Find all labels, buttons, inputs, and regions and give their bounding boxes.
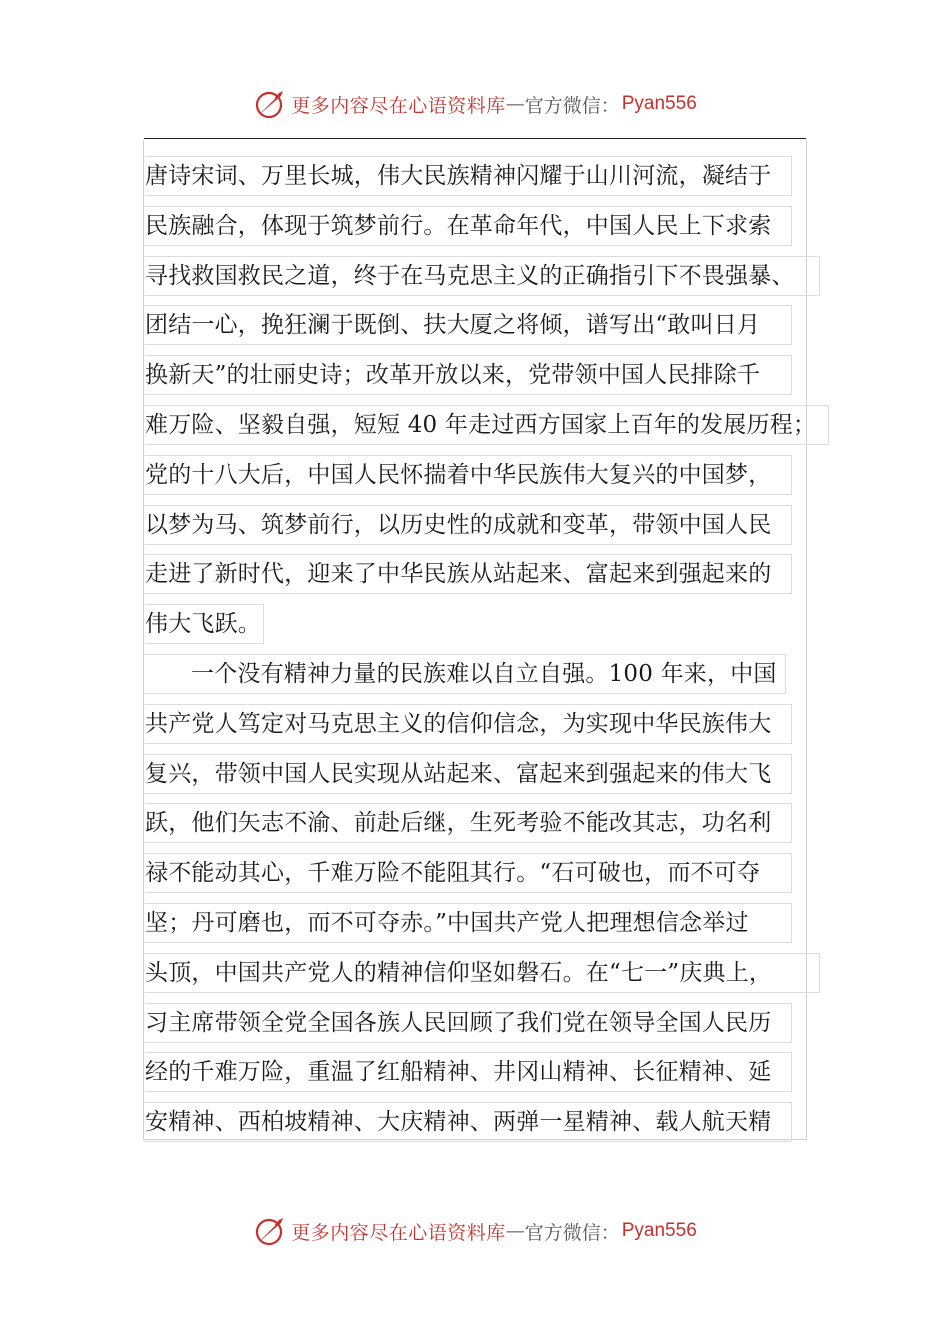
quill-pen-logo-icon <box>253 1214 287 1248</box>
text-line: 寻找救国救民之道，终于在马克思主义的正确指引下不畏强暴、 <box>145 250 835 300</box>
text-line: 换新天”的壮丽史诗；改革开放以来，党带领中国人民排除千 <box>145 349 835 399</box>
text-line: 经的千难万险，重温了红船精神、井冈山精神、长征精神、延 <box>145 1046 835 1096</box>
text-line: 坚；丹可磨也，而不可夺赤。”中国共产党人把理想信念举过 <box>145 897 835 947</box>
header-banner <box>0 84 950 124</box>
banner-brand: 更多内容尽在心语资料库 <box>291 94 506 117</box>
text-line: 党的十八大后，中国人民怀揣着中华民族伟大复兴的中国梦， <box>145 449 835 499</box>
text-line: 安精神、西柏坡精神、大庆精神、两弹一星精神、载人航天精 <box>145 1096 835 1146</box>
text-line: 难万险、坚毅自强，短短 40 年走过西方国家上百年的发展历程； <box>145 399 835 449</box>
header-divider <box>144 138 806 139</box>
quill-pen-logo-icon <box>253 87 287 121</box>
banner-brand: 更多内容尽在心语资料库 <box>291 1221 506 1244</box>
text-line: 以梦为马、筑梦前行，以历史性的成就和变革，带领中国人民 <box>145 499 835 549</box>
text-line: 复兴，带领中国人民实现从站起来、富起来到强起来的伟大飞 <box>145 748 835 798</box>
text-line: 头顶，中国共产党人的精神信仰坚如磐石。在“七一”庆典上， <box>145 947 835 997</box>
text-line: 禄不能动其心，千难万险不能阻其行。“石可破也，而不可夺 <box>145 847 835 897</box>
banner-wechat-id: Pyan556 <box>621 1220 697 1241</box>
text-line: 团结一心，挽狂澜于既倒、扶大厦之将倾，谱写出“敢叫日月 <box>145 299 835 349</box>
banner-dash: — <box>505 1220 525 1242</box>
document-body <box>145 150 835 1146</box>
paragraph-start-line: 一个没有精神力量的民族难以自立自强。100 年来，中国 <box>145 648 835 698</box>
text-line: 唐诗宋词、万里长城，伟大民族精神闪耀于山川河流，凝结于 <box>145 150 835 200</box>
text-line: 走进了新时代，迎来了中华民族从站起来、富起来到强起来的 <box>145 548 835 598</box>
text-line: 民族融合，体现于筑梦前行。在革命年代，中国人民上下求索 <box>145 200 835 250</box>
text-line: 伟大飞跃。 <box>145 598 835 648</box>
text-line: 习主席带领全党全国各族人民回顾了我们党在领导全国人民历 <box>145 997 835 1047</box>
banner-wechat-id: Pyan556 <box>621 93 697 114</box>
footer-banner <box>0 1211 950 1251</box>
text-line: 共产党人笃定对马克思主义的信仰信念，为实现中华民族伟大 <box>145 698 835 748</box>
text-line: 跃，他们矢志不渝、前赴后继，生死考验不能改其志，功名利 <box>145 797 835 847</box>
banner-dash: — <box>505 93 525 115</box>
banner-wechat-label: 官方微信： <box>524 94 620 117</box>
banner-wechat-label: 官方微信： <box>524 1221 620 1244</box>
